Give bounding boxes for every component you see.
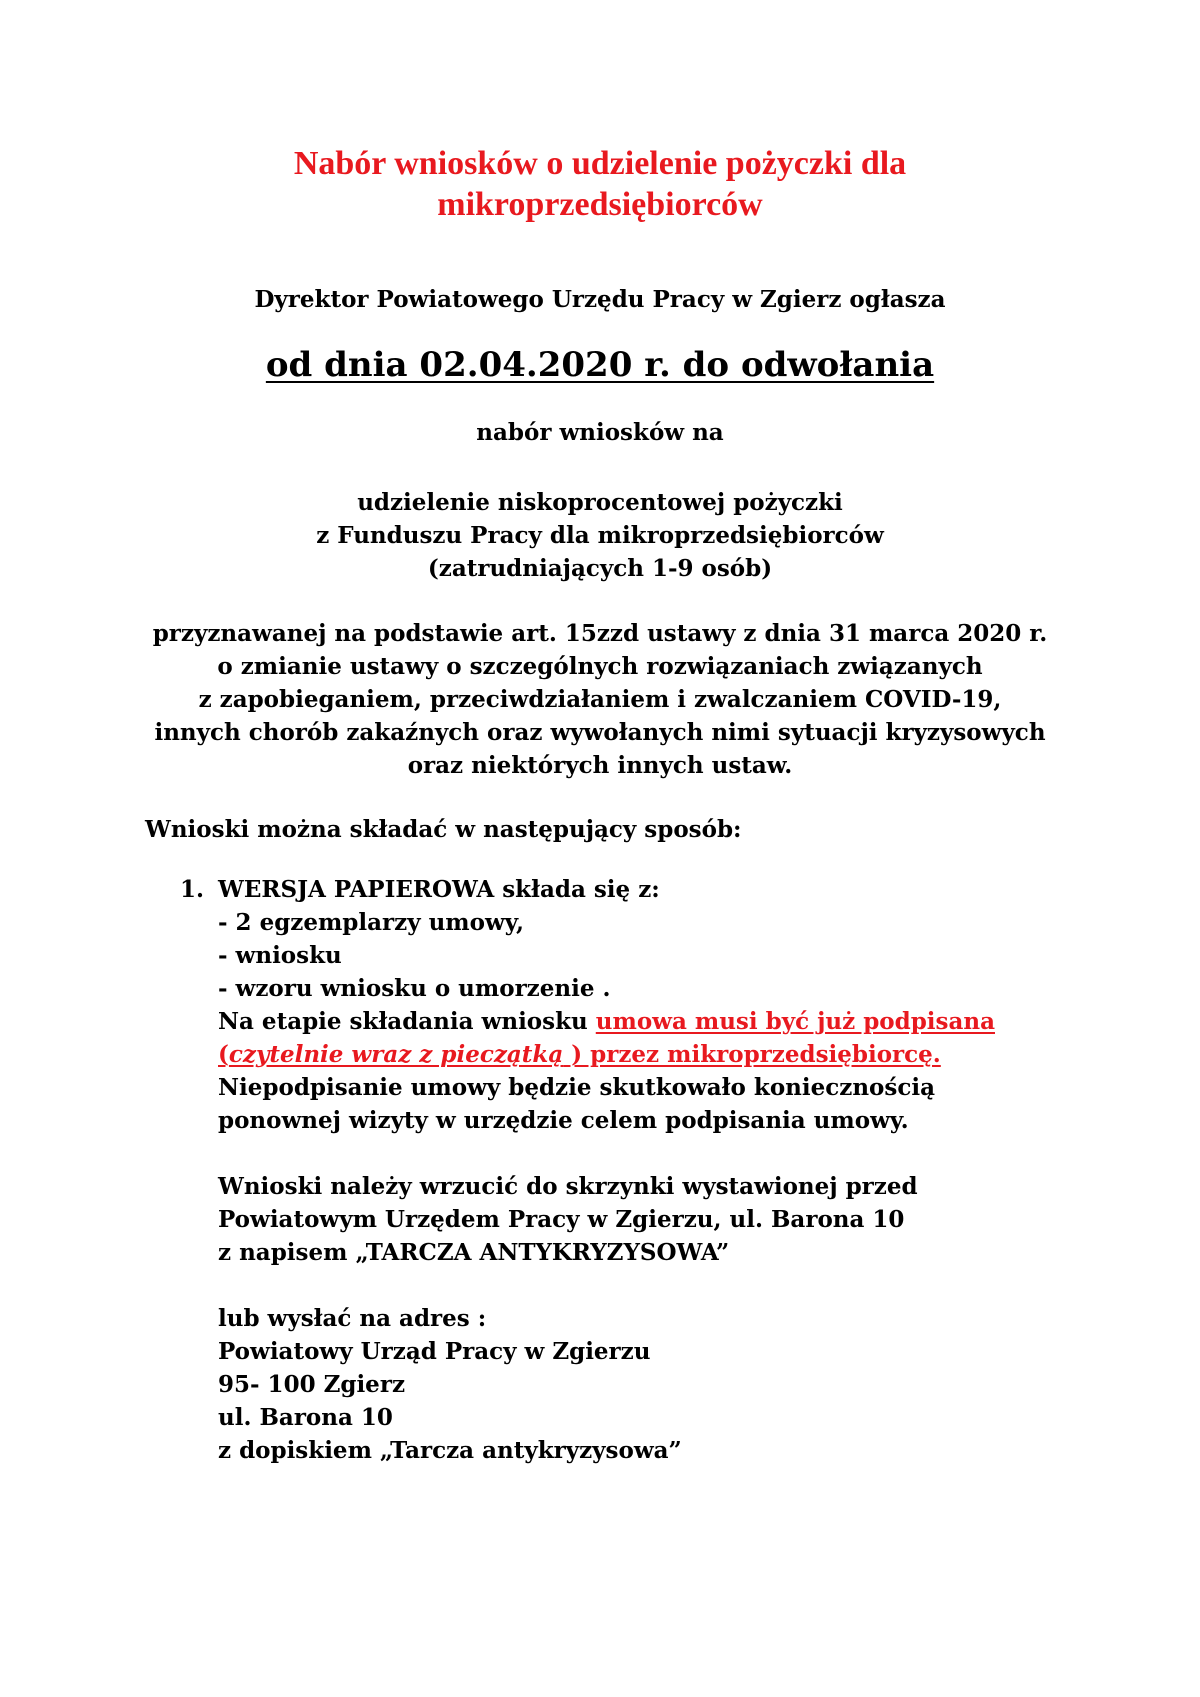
paper-version-heading: WERSJA PAPIEROWA składa się z: xyxy=(218,876,660,903)
legal-line-5: oraz niektórych innych ustaw. xyxy=(407,752,793,779)
warning-line-1: Niepodpisanie umowy będzie skutkowało koniecznością xyxy=(218,1074,935,1101)
list-item-number: 1. xyxy=(180,876,205,903)
announcer-line: Dyrektor Powiatowego Urzędu Pracy w Zgierz ogłasza xyxy=(254,286,946,313)
loan-line-1: udzielenie niskoprocentowej pożyczki xyxy=(357,489,843,516)
warning-line-2: ponownej wizyty w urzędzie celem podpisania umowy. xyxy=(218,1107,909,1134)
legal-line-4: innych chorób zakaźnych oraz wywołanych nimi sytuacji kryzysowych xyxy=(154,719,1046,746)
mail-address-postcode: 95- 100 Zgierz xyxy=(218,1371,405,1398)
bullet-contract-copies: - 2 egzemplarzy umowy, xyxy=(218,909,524,936)
title-line-2: mikroprzedsiębiorców xyxy=(437,186,763,223)
mail-line-1: lub wysłać na adres : xyxy=(218,1305,487,1332)
legal-line-3: z zapobieganiem, przeciwdziałaniem i zwalczaniem COVID-19, xyxy=(198,686,1002,713)
intro-line: nabór wniosków na xyxy=(476,419,724,446)
mail-address-office: Powiatowy Urząd Pracy w Zgierzu xyxy=(218,1338,651,1365)
signing-requirement-line-2 xyxy=(218,1038,995,1071)
signing-note-prefix: Na etapie składania wniosku xyxy=(218,1008,596,1035)
mail-annotation: z dopiskiem „Tarcza antykryzysowa” xyxy=(218,1437,682,1464)
signing-note-stamp: czytelnie wraz z pieczątką xyxy=(228,1041,564,1068)
spacer xyxy=(218,1137,995,1170)
legal-line-2: o zmianie ustawy o szczególnych rozwiązaniach związanych xyxy=(217,653,983,680)
drop-box-line-2: Powiatowym Urzędem Pracy w Zgierzu, ul. Barona 10 xyxy=(218,1206,905,1233)
loan-block xyxy=(0,486,1200,585)
period-heading: od dnia 02.04.2020 r. do odwołania xyxy=(265,345,935,385)
bullet-remission-form: - wzoru wniosku o umorzenie . xyxy=(218,975,611,1002)
document-title xyxy=(0,143,1200,225)
legal-line-1: przyznawanej na podstawie art. 15zzd ustawy z dnia 31 marca 2020 r. xyxy=(152,620,1048,647)
mail-address-street: ul. Barona 10 xyxy=(218,1404,393,1431)
signing-note-paren-open: ( xyxy=(218,1041,229,1068)
signing-requirement-line-1 xyxy=(218,1005,995,1038)
loan-line-2: z Funduszu Pracy dla mikroprzedsiębiorców xyxy=(316,522,884,549)
loan-line-3: (zatrudniających 1-9 osób) xyxy=(427,555,773,582)
bullet-application: - wniosku xyxy=(218,942,342,969)
drop-box-line-1: Wnioski należy wrzucić do skrzynki wystawionej przed xyxy=(218,1173,918,1200)
signing-note-emphasis: umowa musi być już podpisana xyxy=(595,1008,995,1035)
list-item-body xyxy=(218,873,995,1467)
period-block xyxy=(0,345,1200,385)
submission-lead: Wnioski można składać w następujący sposób: xyxy=(145,816,742,843)
legal-basis-block xyxy=(0,617,1200,782)
signing-note-signer: ) przez mikroprzedsiębiorcę. xyxy=(563,1041,941,1068)
spacer xyxy=(218,1269,995,1302)
title-line-1: Nabór wniosków o udzielenie pożyczki dla xyxy=(293,145,907,182)
drop-box-line-3: z napisem „TARCZA ANTYKRYZYSOWA” xyxy=(218,1239,730,1266)
